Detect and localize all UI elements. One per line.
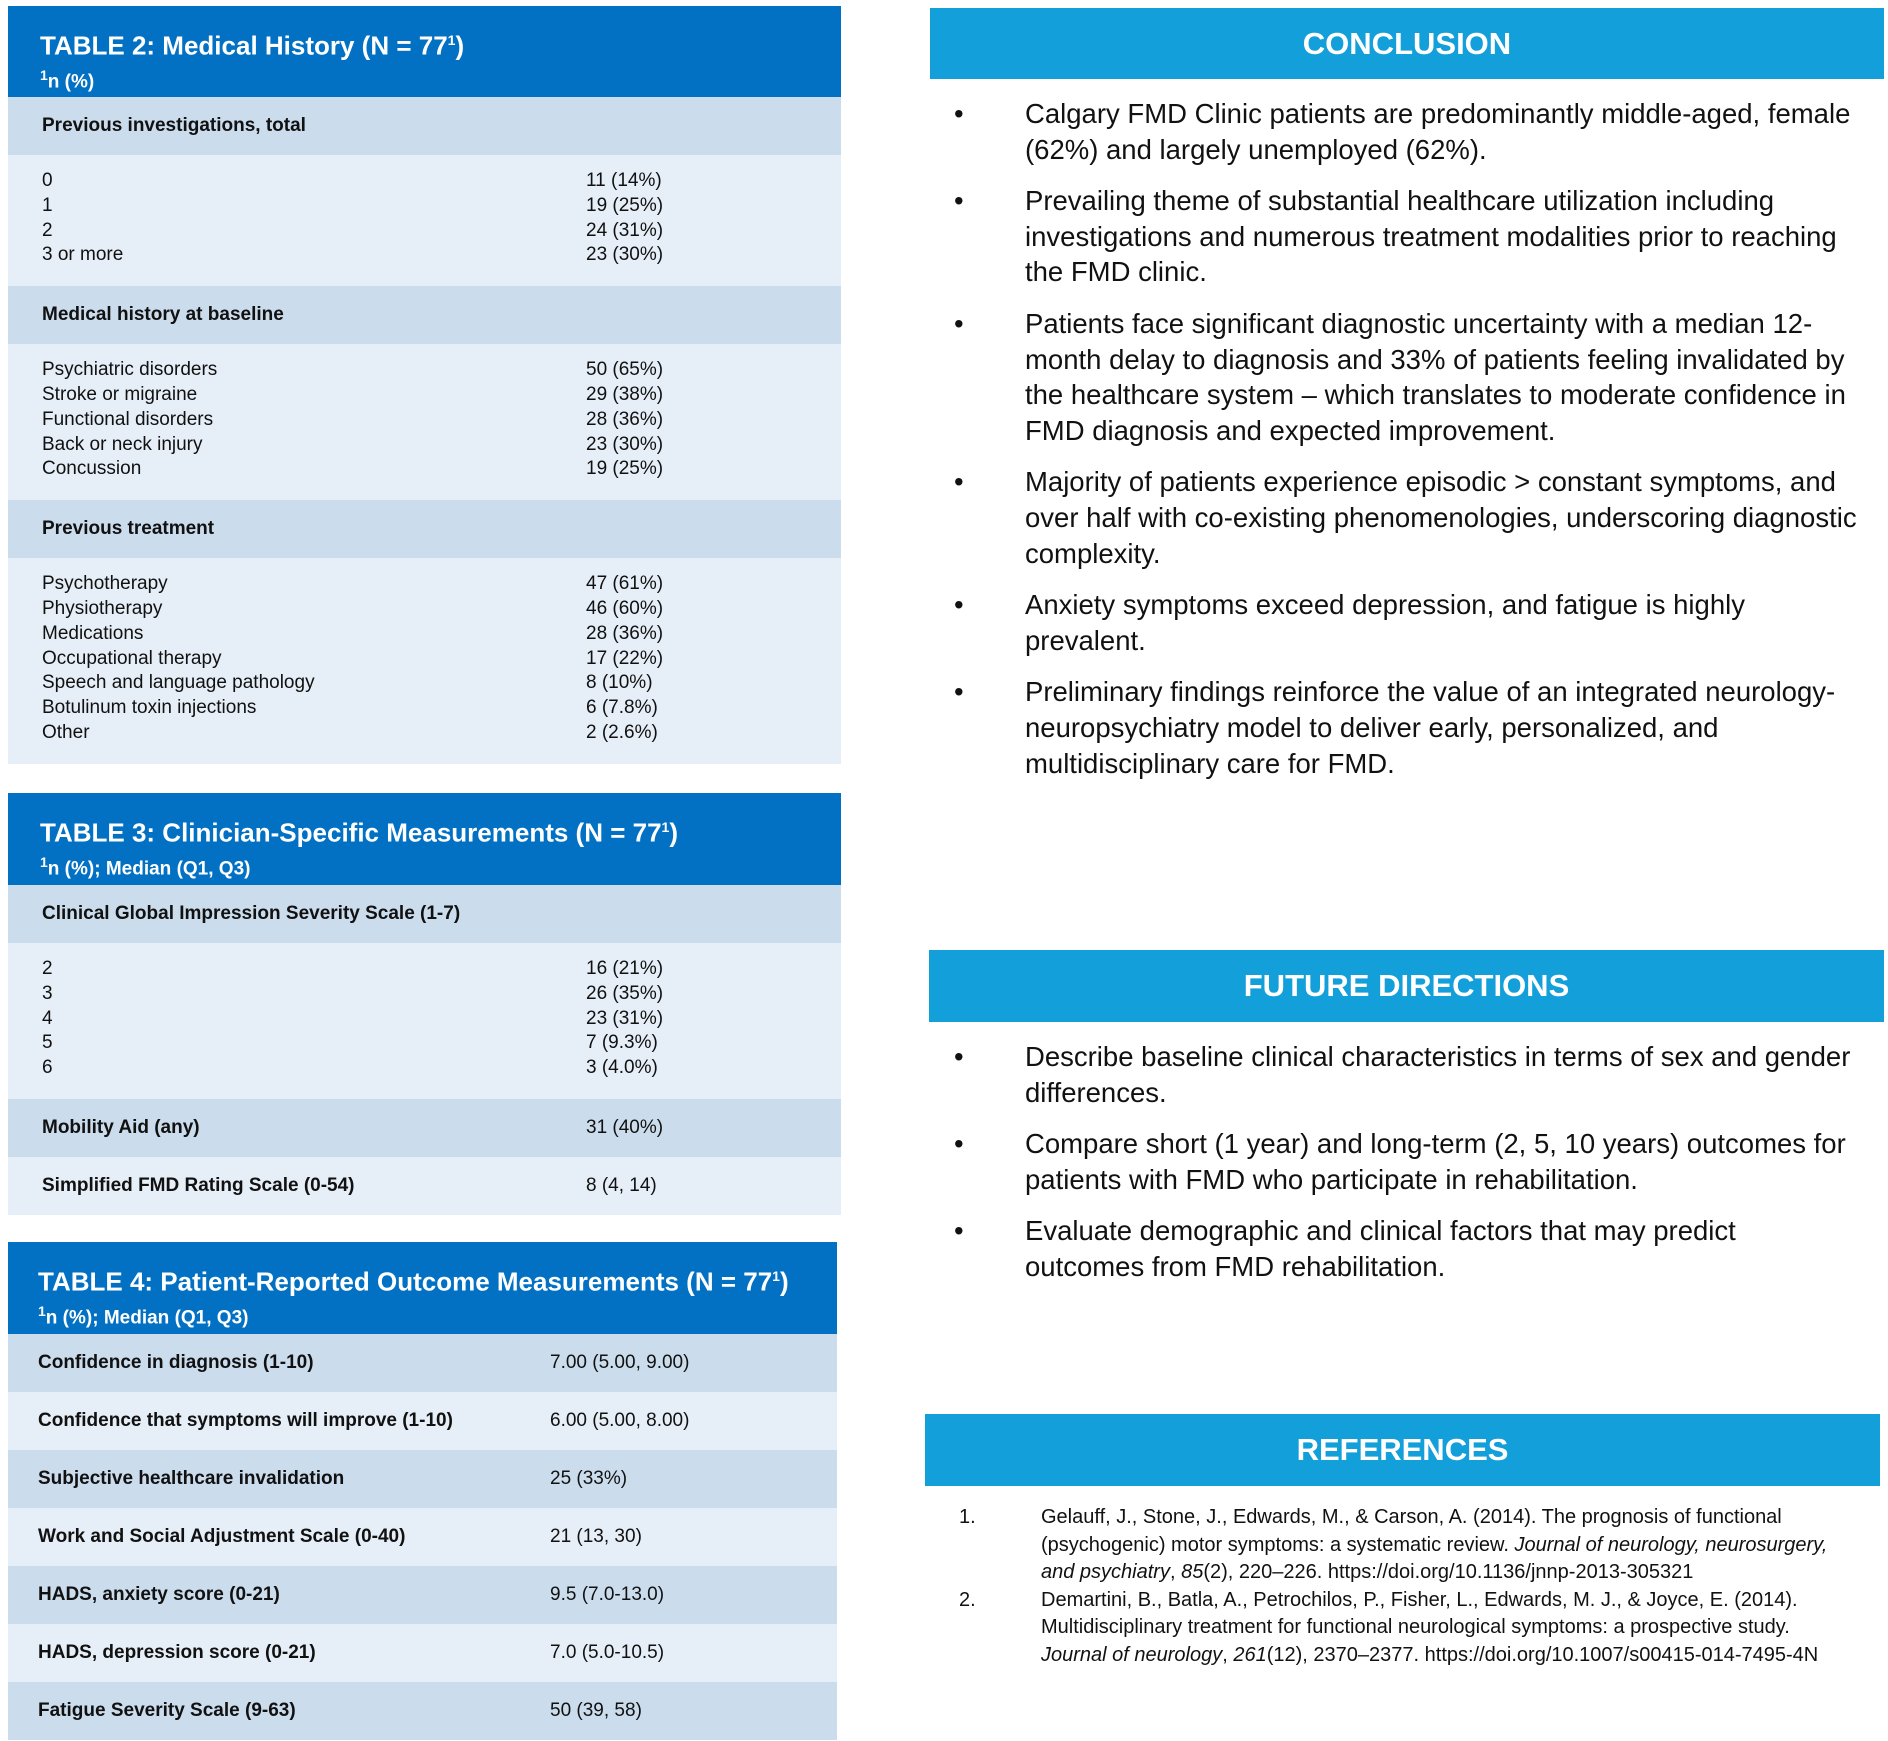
table-row: Botulinum toxin injections 6 (7.8%) [42,697,658,719]
table-row: Other 2 (2.6%) [42,721,658,743]
list-item: • Calgary FMD Clinic patients are predominantly middle-aged, female (62%) and largely unemployed (62%). [954,98,1851,165]
table-row: Psychiatric disorders 50 (65%) [42,359,664,381]
table-row: Stroke or migraine 29 (38%) [42,383,664,405]
table-row: 2 24 (31%) [42,219,664,241]
list-item: • Preliminary findings reinforce the value of an integrated neurology-neuropsychiatry model to deliver early, personalized, and multidisciplinary care for FMD. [954,676,1836,779]
conclusion-header: CONCLUSION [930,8,1884,79]
section-heading: Clinical Global Impression Severity Scale (1-7) [8,885,841,943]
bullet-icon: • [954,676,964,708]
table-row: Subjective healthcare invalidation 25 (33%) [8,1450,837,1508]
table-row: Functional disorders 28 (36%) [42,408,664,430]
table-row: Mobility Aid (any) 31 (40%) [8,1099,841,1157]
references-header: REFERENCES [925,1414,1880,1486]
list-item: • Compare short (1 year) and long-term (2, 5, 10 years) outcomes for patients with FMD who participate in rehabilitation. [954,1128,1846,1195]
table-row: Psychotherapy 47 (61%) [42,573,664,595]
section-heading: Medical history at baseline [8,286,841,344]
table-2-title: TABLE 2: Medical History $(N = 77^1)$ [40,30,465,61]
table-row: Back or neck injury 23 (30%) [42,433,664,455]
table-row: Medications 28 (36%) [42,622,664,644]
table-row: Occupational therapy 17 (22%) [42,647,664,669]
section-rows [8,943,841,1099]
conclusion-list [954,96,1860,797]
table-2 [8,6,841,764]
bullet-icon: • [954,466,964,498]
bullet-icon: • [954,589,964,621]
table-3-header [8,793,841,885]
table-row: Confidence that symptoms will improve (1-10) 6.00 (5.00, 8.00) [8,1392,837,1450]
table-2-subtitle: $^1$n (%) [40,66,95,92]
bullet-icon: • [954,185,964,217]
table-row: 0 11 (14%) [42,170,662,191]
list-item: • Prevailing theme of substantial healthcare utilization including investigations and numerous treatment modalities prior to reaching the FMD clinic. [954,185,1837,288]
table-row: 4 23 (31%) [42,1007,664,1029]
table-3 [8,793,841,1215]
reference-item: 2. Demartini, B., Batla, A., Petrochilos, P., Fisher, L., Edwards, M. J., & Joyce, E. (2014). Multidisciplinary treatment for functional neurological symptoms: a prospective study. Journal of neurology, 261(12), 2370–2377. https://doi.org/10.1007/s00415-014-7495-4N [959,1588,1819,1666]
list-item: • Describe baseline clinical characteristics in terms of sex and gender differences. [954,1041,1851,1108]
list-item: • Evaluate demographic and clinical factors that may predict outcomes from FMD rehabilitation. [954,1215,1736,1282]
section-rows [8,344,841,500]
table-4-title: TABLE 4: Patient-Reported Outcome Measurements $(N = 77^1)$ [38,1266,789,1297]
section-rows [8,558,841,764]
table-row: Concussion 19 (25%) [42,458,664,480]
section-rows [8,155,841,286]
table-3-subtitle: $^1$n (%); Median (Q1, Q3) [40,853,251,879]
section-heading: Previous investigations, total [8,97,841,155]
table-row: Physiotherapy 46 (60%) [42,597,664,619]
section-heading: Previous treatment [8,500,841,558]
table-4-subtitle: $^1$n (%); Median (Q1, Q3) [38,1302,249,1328]
table-2-header [8,6,841,97]
bullet-icon: • [954,1041,964,1072]
table-row: 6 3 (4.0%) [42,1057,658,1079]
table-4 [8,1242,837,1740]
bullet-icon: • [954,1215,964,1247]
table-4-header [8,1242,837,1334]
future-directions-header: FUTURE DIRECTIONS [929,950,1884,1022]
future-directions-list [954,1039,1860,1301]
list-item: • Majority of patients experience episodic > constant symptoms, and over half with co-existing phenomenologies, underscoring diagnostic complexity. [954,466,1857,569]
references-list [955,1504,1855,1669]
table-row: Fatigue Severity Scale (9-63) 50 (39, 58) [8,1682,837,1740]
bullet-icon: • [954,1128,964,1160]
table-row: Confidence in diagnosis (1-10) 7.00 (5.00, 9.00) [8,1334,837,1392]
table-row: Simplified FMD Rating Scale (0-54) 8 (4, 14) [8,1157,841,1215]
table-row: 1 19 (25%) [42,194,664,216]
table-row: 3 or more 23 (30%) [42,244,664,266]
table-row: Work and Social Adjustment Scale (0-40) 21 (13, 30) [8,1508,837,1566]
bullet-icon: • [954,307,964,339]
bullet-icon: • [954,98,964,129]
table-row: 5 7 (9.3%) [42,1032,658,1054]
reference-item: 1. Gelauff, J., Stone, J., Edwards, M., & Carson, A. (2014). The prognosis of functional (psychogenic) motor symptoms: a systematic review. Journal of neurology, neurosurgery, and psychiatry, 85(2), 220–226. https://doi.org/10.1136/jnnp-2013-305321 [959,1506,1828,1583]
table-row: HADS, anxiety score (0-21) 9.5 (7.0-13.0) [8,1566,837,1624]
list-item: • Patients face significant diagnostic uncertainty with a median 12-month delay to diagnosis and 33% of patients feeling invalidated by the healthcare system – which translates to moderate confidence in FMD diagnosis and expected improvement. [954,307,1846,446]
table-3-title: TABLE 3: Clinician-Specific Measurements $(N = 77^1)$ [40,817,678,848]
table-row: 2 16 (21%) [42,958,664,979]
list-item: • Anxiety symptoms exceed depression, and fatigue is highly prevalent. [954,589,1745,656]
table-row: Speech and language pathology 8 (10%) [42,672,653,694]
table-row: HADS, depression score (0-21) 7.0 (5.0-10.5) [8,1624,837,1682]
table-row: 3 26 (35%) [42,982,664,1004]
